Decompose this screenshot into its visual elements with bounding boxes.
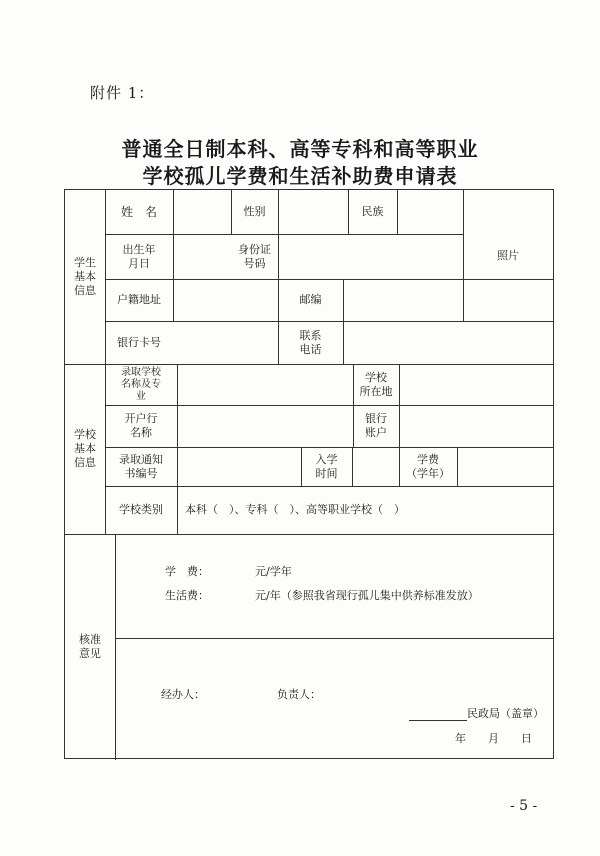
photo-box: 照片 [497, 248, 519, 262]
responsible-label: 负责人： [277, 688, 321, 701]
bank-account-label: 银行 账户 [365, 412, 387, 439]
bureau-seal-line [409, 705, 544, 721]
bank-name-label: 开户行 名称 [124, 412, 158, 439]
enroll-time-label: 入学 时间 [315, 452, 338, 480]
phone-label: 联系 电话 [299, 328, 322, 356]
name-label: 姓 名 [120, 205, 157, 219]
student-info-section-label: 学生 基本 信息 [74, 256, 96, 297]
ethnicity-label: 民族 [361, 205, 384, 218]
postcode-label: 邮编 [299, 293, 322, 306]
school-info-section-label: 学校 基本 信息 [74, 428, 96, 469]
admit-school-label: 录取学校 名称及专 业 [121, 366, 161, 402]
tuition-field[interactable] [457, 447, 553, 486]
form-title-line1: 普通全日制本科、高等专科和高等职业 [121, 137, 479, 161]
tuition-label: 学费 （学年） [406, 452, 450, 480]
attachment-label: 附件 1： [90, 84, 155, 102]
birth-field[interactable] [173, 234, 231, 279]
approval-tuition-label: 学 费： [165, 565, 209, 578]
name-field[interactable] [173, 190, 231, 234]
hukou-field[interactable] [173, 279, 278, 321]
gender-label: 性别 [243, 205, 266, 218]
approval-section-label: 核准 意见 [79, 633, 101, 660]
gender-field[interactable] [278, 190, 348, 234]
phone-field[interactable] [343, 321, 553, 364]
enroll-time-field[interactable] [352, 447, 399, 486]
id-number-field[interactable] [278, 234, 463, 279]
notice-number-label: 录取通知 书编号 [119, 452, 163, 480]
school-location-field[interactable] [399, 364, 553, 405]
id-number-label: 身份证 号码 [238, 242, 271, 270]
application-form-table [64, 189, 554, 759]
hukou-label: 户籍地址 [117, 293, 161, 306]
bank-name-field[interactable] [177, 405, 353, 447]
admit-school-field[interactable] [177, 364, 353, 405]
form-title-line2: 学校孤儿学费和生活补助费申请表 [142, 164, 458, 188]
school-type-options[interactable]: 本科（ ）、专科（ ）、高等职业学校（ ） [185, 503, 405, 516]
approval-date: 年 月 日 [455, 732, 532, 745]
bank-card-label: 银行卡号 [117, 335, 161, 349]
birth-label: 出生年 月日 [122, 242, 156, 270]
ethnicity-field[interactable] [397, 190, 463, 234]
bank-card-field[interactable] [173, 321, 278, 364]
bureau-seal-label: 民政局（盖章） [467, 707, 544, 720]
approval-living-unit: 元/年（参照我省现行孤儿集中供养标准发放） [255, 589, 479, 602]
page-number: - 5 - [510, 798, 538, 814]
school-location-label: 学校 所在地 [359, 370, 393, 398]
notice-number-field[interactable] [177, 447, 301, 486]
approval-tuition-unit: 元/学年 [255, 565, 292, 578]
school-type-label: 学校类别 [119, 503, 163, 516]
approval-living-label: 生活费： [165, 589, 209, 602]
postcode-field[interactable] [343, 279, 463, 321]
bank-account-field[interactable] [399, 405, 553, 447]
handler-label: 经办人： [161, 688, 205, 701]
